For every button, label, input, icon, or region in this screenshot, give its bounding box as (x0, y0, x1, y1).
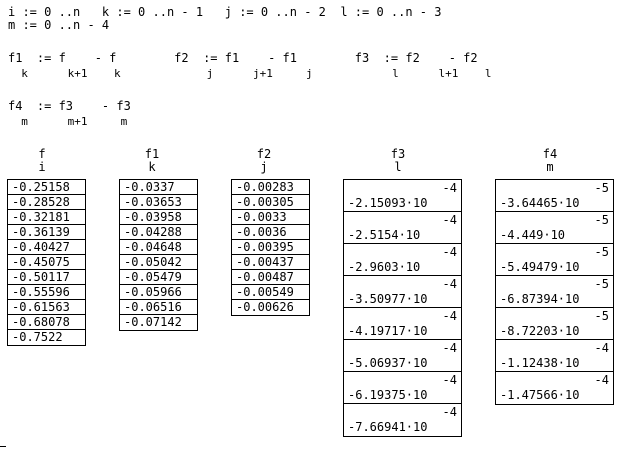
table-cell: -0.7522 (12, 330, 63, 344)
mantissa: -1.12438·10 (500, 356, 580, 370)
table-cell: -0.55596 (8, 285, 85, 300)
table-cell (344, 276, 461, 308)
value-table-f[interactable] (7, 179, 86, 346)
mantissa: -4.449·10 (500, 228, 566, 242)
table-cell: -0.36139 (8, 225, 85, 240)
exponent: -5 (594, 309, 609, 323)
table-cell: -0.07142 (124, 315, 182, 329)
table-cell: -0.0036 (232, 225, 309, 240)
column-name: f (38, 147, 46, 161)
column-header-f3 (386, 148, 410, 174)
table-cell: -0.00626 (236, 300, 294, 314)
difference-definitions-line[interactable]: f1 := f - f f2 := f1 - f1 f3 := f2 - f2 (8, 51, 478, 65)
difference-definitions-subscripts: k k+1 k j j+1 j l l+1 l (8, 67, 492, 80)
table-cell (496, 244, 613, 276)
column-subscript: l (394, 160, 402, 174)
table-cell: -0.50117 (8, 270, 85, 285)
table-cell: -0.04288 (120, 225, 197, 240)
table-cell: -0.0337 (120, 180, 197, 195)
table-cell: -0.61563 (8, 300, 85, 315)
table-cell: -0.45075 (8, 255, 85, 270)
range-definition-m[interactable]: m := 0 ..n - 4 (8, 18, 110, 32)
exponent: -4 (442, 373, 457, 387)
table-cell: -0.04648 (120, 240, 197, 255)
insertion-cursor (0, 446, 6, 447)
column-subscript: m (546, 160, 554, 174)
table-cell: -0.0033 (232, 210, 309, 225)
table-cell: -0.00549 (232, 285, 309, 300)
table-cell: -0.68078 (8, 315, 85, 330)
mantissa: -3.50977·10 (348, 292, 428, 306)
table-cell: -0.40427 (8, 240, 85, 255)
table-cell: -0.00283 (232, 180, 309, 195)
column-subscript: i (38, 160, 46, 174)
exponent: -4 (442, 245, 457, 259)
table-cell: -0.06516 (120, 300, 197, 315)
table-cell (496, 276, 613, 308)
table-cell (496, 180, 613, 212)
exponent: -4 (442, 405, 457, 419)
range-definitions-line[interactable]: i := 0 ..n k := 0 ..n - 1 j := 0 ..n - 2 l := 0 ..n - 3 (8, 5, 442, 19)
exponent: -4 (594, 373, 609, 387)
difference-definition-f4-subscripts: m m+1 m (8, 115, 128, 128)
exponent: -4 (442, 277, 457, 291)
table-cell: -0.05479 (120, 270, 197, 285)
table-cell: -0.00437 (232, 255, 309, 270)
column-name: f2 (256, 147, 272, 161)
mantissa: -8.72203·10 (500, 324, 580, 338)
exponent: -4 (442, 341, 457, 355)
exponent: -4 (594, 341, 609, 355)
mantissa: -6.19375·10 (348, 388, 428, 402)
exponent: -4 (442, 213, 457, 227)
table-cell: -0.25158 (8, 180, 85, 195)
table-cell (344, 212, 461, 244)
table-cell (496, 340, 613, 372)
table-cell: -0.00395 (232, 240, 309, 255)
mantissa: -2.9603·10 (348, 260, 421, 274)
table-cell (344, 308, 461, 340)
exponent: -5 (594, 277, 609, 291)
column-name: f3 (390, 147, 406, 161)
exponent: -5 (594, 213, 609, 227)
table-cell (496, 308, 613, 340)
mantissa: -5.06937·10 (348, 356, 428, 370)
mantissa: -2.5154·10 (348, 228, 421, 242)
table-cell: -0.03958 (120, 210, 197, 225)
column-header-f1 (140, 148, 164, 174)
mantissa: -4.19717·10 (348, 324, 428, 338)
mantissa: -3.64465·10 (500, 196, 580, 210)
mantissa: -6.87394·10 (500, 292, 580, 306)
table-cell: -0.28528 (8, 195, 85, 210)
table-cell: -0.03653 (120, 195, 197, 210)
column-header-f4 (538, 148, 562, 174)
table-cell: -0.00305 (232, 195, 309, 210)
table-cell (496, 372, 613, 404)
table-cell (496, 212, 613, 244)
column-name: f4 (542, 147, 558, 161)
mantissa: -2.15093·10 (348, 196, 428, 210)
table-cell (344, 244, 461, 276)
table-cell (344, 180, 461, 212)
mantissa: -5.49479·10 (500, 260, 580, 274)
exponent: -5 (594, 245, 609, 259)
column-subscript: k (148, 160, 156, 174)
column-header-f (30, 148, 54, 174)
exponent: -4 (442, 181, 457, 195)
table-cell: -0.32181 (8, 210, 85, 225)
table-cell: -0.05966 (120, 285, 197, 300)
table-cell (344, 340, 461, 372)
exponent: -4 (442, 309, 457, 323)
value-table-f3[interactable] (343, 179, 462, 437)
table-cell (344, 404, 461, 436)
table-cell (344, 372, 461, 404)
mantissa: -1.47566·10 (500, 388, 580, 402)
difference-definition-f4[interactable]: f4 := f3 - f3 (8, 99, 131, 113)
column-header-f2 (252, 148, 276, 174)
column-name: f1 (144, 147, 160, 161)
column-subscript: j (260, 160, 268, 174)
value-table-f4[interactable] (495, 179, 614, 405)
mantissa: -7.66941·10 (348, 420, 428, 434)
value-table-f2[interactable] (231, 179, 310, 316)
value-table-f1[interactable] (119, 179, 198, 331)
table-cell: -0.00487 (232, 270, 309, 285)
table-cell: -0.05042 (120, 255, 197, 270)
exponent: -5 (594, 181, 609, 195)
